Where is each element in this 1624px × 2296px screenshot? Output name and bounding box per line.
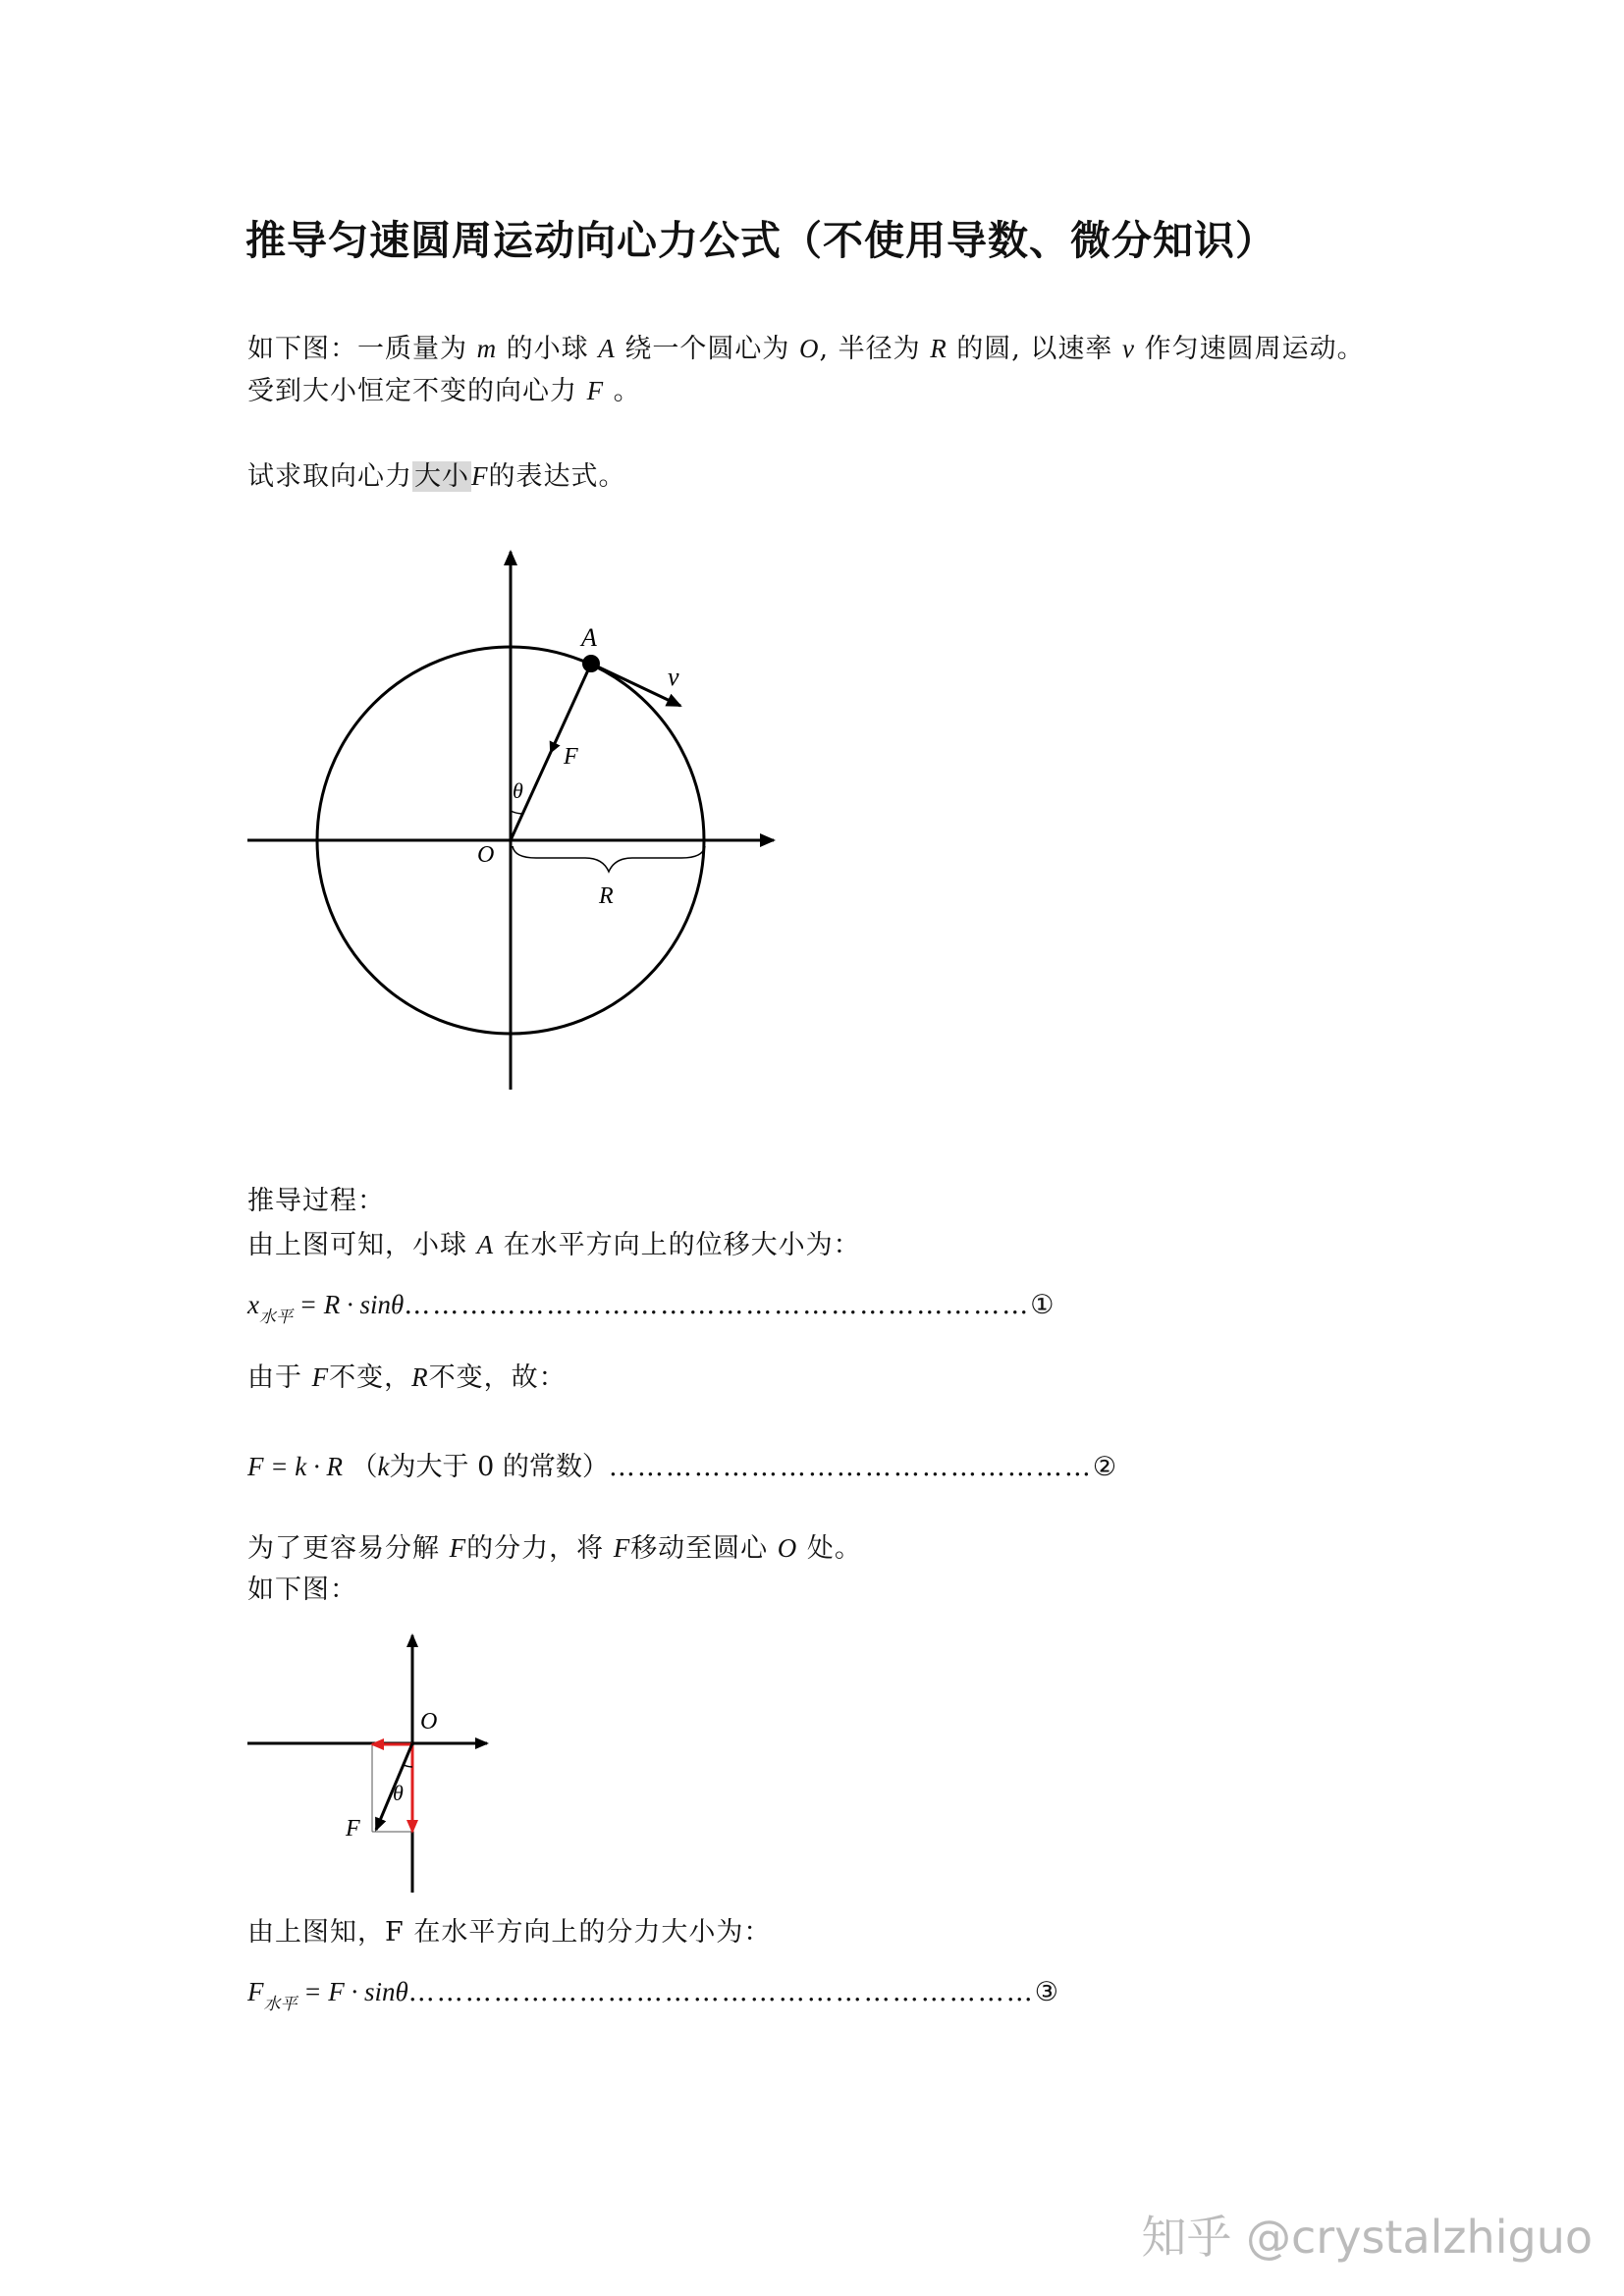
eq2-paren: （ xyxy=(342,1452,378,1482)
eq1-subscript: 水平 xyxy=(258,1308,293,1327)
symbol-F: F xyxy=(449,1533,467,1563)
label-F: F xyxy=(564,744,578,770)
intro-text: , 半径为 xyxy=(819,334,931,364)
equation-2 xyxy=(247,1445,1116,1483)
derivation-heading: 推导过程： xyxy=(247,1186,385,1216)
eq3-dots: ………………………………………………………… xyxy=(407,1977,1035,2007)
label-O: O xyxy=(420,1709,438,1735)
intro-text: 绕一个圆心为 xyxy=(615,334,799,364)
radius-brace xyxy=(513,846,705,872)
eq1-number: ① xyxy=(1030,1290,1055,1320)
intro-line-2 xyxy=(247,370,641,412)
intro-text: 的小球 xyxy=(497,334,599,364)
derivation-text: 的分力，将 xyxy=(466,1533,614,1564)
derivation-line-2 xyxy=(247,1357,567,1399)
symbol-F: F xyxy=(311,1362,330,1392)
label-theta: θ xyxy=(513,778,523,803)
symbol-m: m xyxy=(476,334,498,363)
derivation-text: 不变， xyxy=(329,1362,412,1393)
eq2-paren: 为大于 0 的常数） xyxy=(389,1452,609,1482)
eq2-k: k xyxy=(377,1452,390,1481)
watermark: 知乎 @crystalzhiguo xyxy=(1141,2211,1593,2264)
eq1-x: x xyxy=(247,1290,259,1319)
label-theta: θ xyxy=(393,1781,404,1805)
eq3-rhs: = F · sinθ xyxy=(297,1977,408,2006)
eq3-number: ③ xyxy=(1034,1977,1058,2007)
circle-diagram xyxy=(236,545,785,1095)
derivation-line-1 xyxy=(247,1224,861,1266)
eq2-dots: …………………………………………… xyxy=(608,1452,1093,1482)
symbol-R: R xyxy=(930,334,947,363)
eq1-rhs: = R · sinθ xyxy=(292,1290,405,1319)
equation-1 xyxy=(247,1290,1055,1327)
eq3-subscript: 水平 xyxy=(263,1995,298,2014)
question-text: 的表达式。 xyxy=(488,461,626,492)
symbol-O: O xyxy=(777,1533,798,1563)
derivation-line-3 xyxy=(247,1527,862,1570)
intro-text: 。 xyxy=(604,376,641,406)
force-decomposition-diagram xyxy=(236,1629,501,1904)
symbol-F: F xyxy=(471,461,489,491)
page-title: 推导匀速圆周运动向心力公式（不使用导数、微分知识） xyxy=(245,217,1276,264)
eq3-F: F xyxy=(247,1977,264,2006)
intro-text: 如下图：一质量为 xyxy=(247,334,477,364)
derivation-text: 不变，故： xyxy=(428,1362,567,1393)
intro-text: 的圆, 以速率 xyxy=(947,334,1123,364)
derivation-text: 由于 xyxy=(247,1362,312,1393)
intro-text: 作匀速圆周运动。 xyxy=(1135,334,1365,364)
derivation-text: 由上图可知，小球 xyxy=(247,1230,477,1260)
symbol-A: A xyxy=(476,1230,495,1259)
eq1-dots: ………………………………………………………… xyxy=(404,1290,1031,1320)
symbol-A: A xyxy=(598,334,616,363)
intro-line-1 xyxy=(247,328,1365,370)
symbol-O: O xyxy=(798,334,820,363)
derivation-text: 为了更容易分解 xyxy=(247,1533,450,1564)
derivation-text: 移动至圆心 xyxy=(630,1533,778,1564)
question-line xyxy=(247,455,626,498)
symbol-R: R xyxy=(411,1362,429,1392)
label-O: O xyxy=(477,842,495,868)
eq2-lhs: F = k · R xyxy=(247,1452,343,1481)
label-A: A xyxy=(581,623,597,652)
symbol-F: F xyxy=(613,1533,631,1563)
highlighted-text: 大小 xyxy=(414,461,469,492)
label-v: v xyxy=(668,663,679,691)
derivation-line-5: 由上图知，F 在水平方向上的分力大小为： xyxy=(247,1917,772,1948)
derivation-line-4: 如下图： xyxy=(247,1575,357,1605)
label-R: R xyxy=(599,883,614,909)
symbol-v: v xyxy=(1122,334,1136,363)
derivation-text: 处。 xyxy=(797,1533,862,1564)
derivation-text: 在水平方向上的位移大小为： xyxy=(494,1230,861,1260)
angle-mark xyxy=(511,811,522,814)
intro-text: 受到大小恒定不变的向心力 xyxy=(247,376,587,406)
eq2-number: ② xyxy=(1092,1452,1117,1482)
label-F: F xyxy=(346,1816,360,1842)
equation-3 xyxy=(247,1977,1058,2014)
question-text: 试求取向心力 xyxy=(247,461,412,492)
ball-A xyxy=(582,655,600,672)
symbol-F: F xyxy=(586,376,605,405)
